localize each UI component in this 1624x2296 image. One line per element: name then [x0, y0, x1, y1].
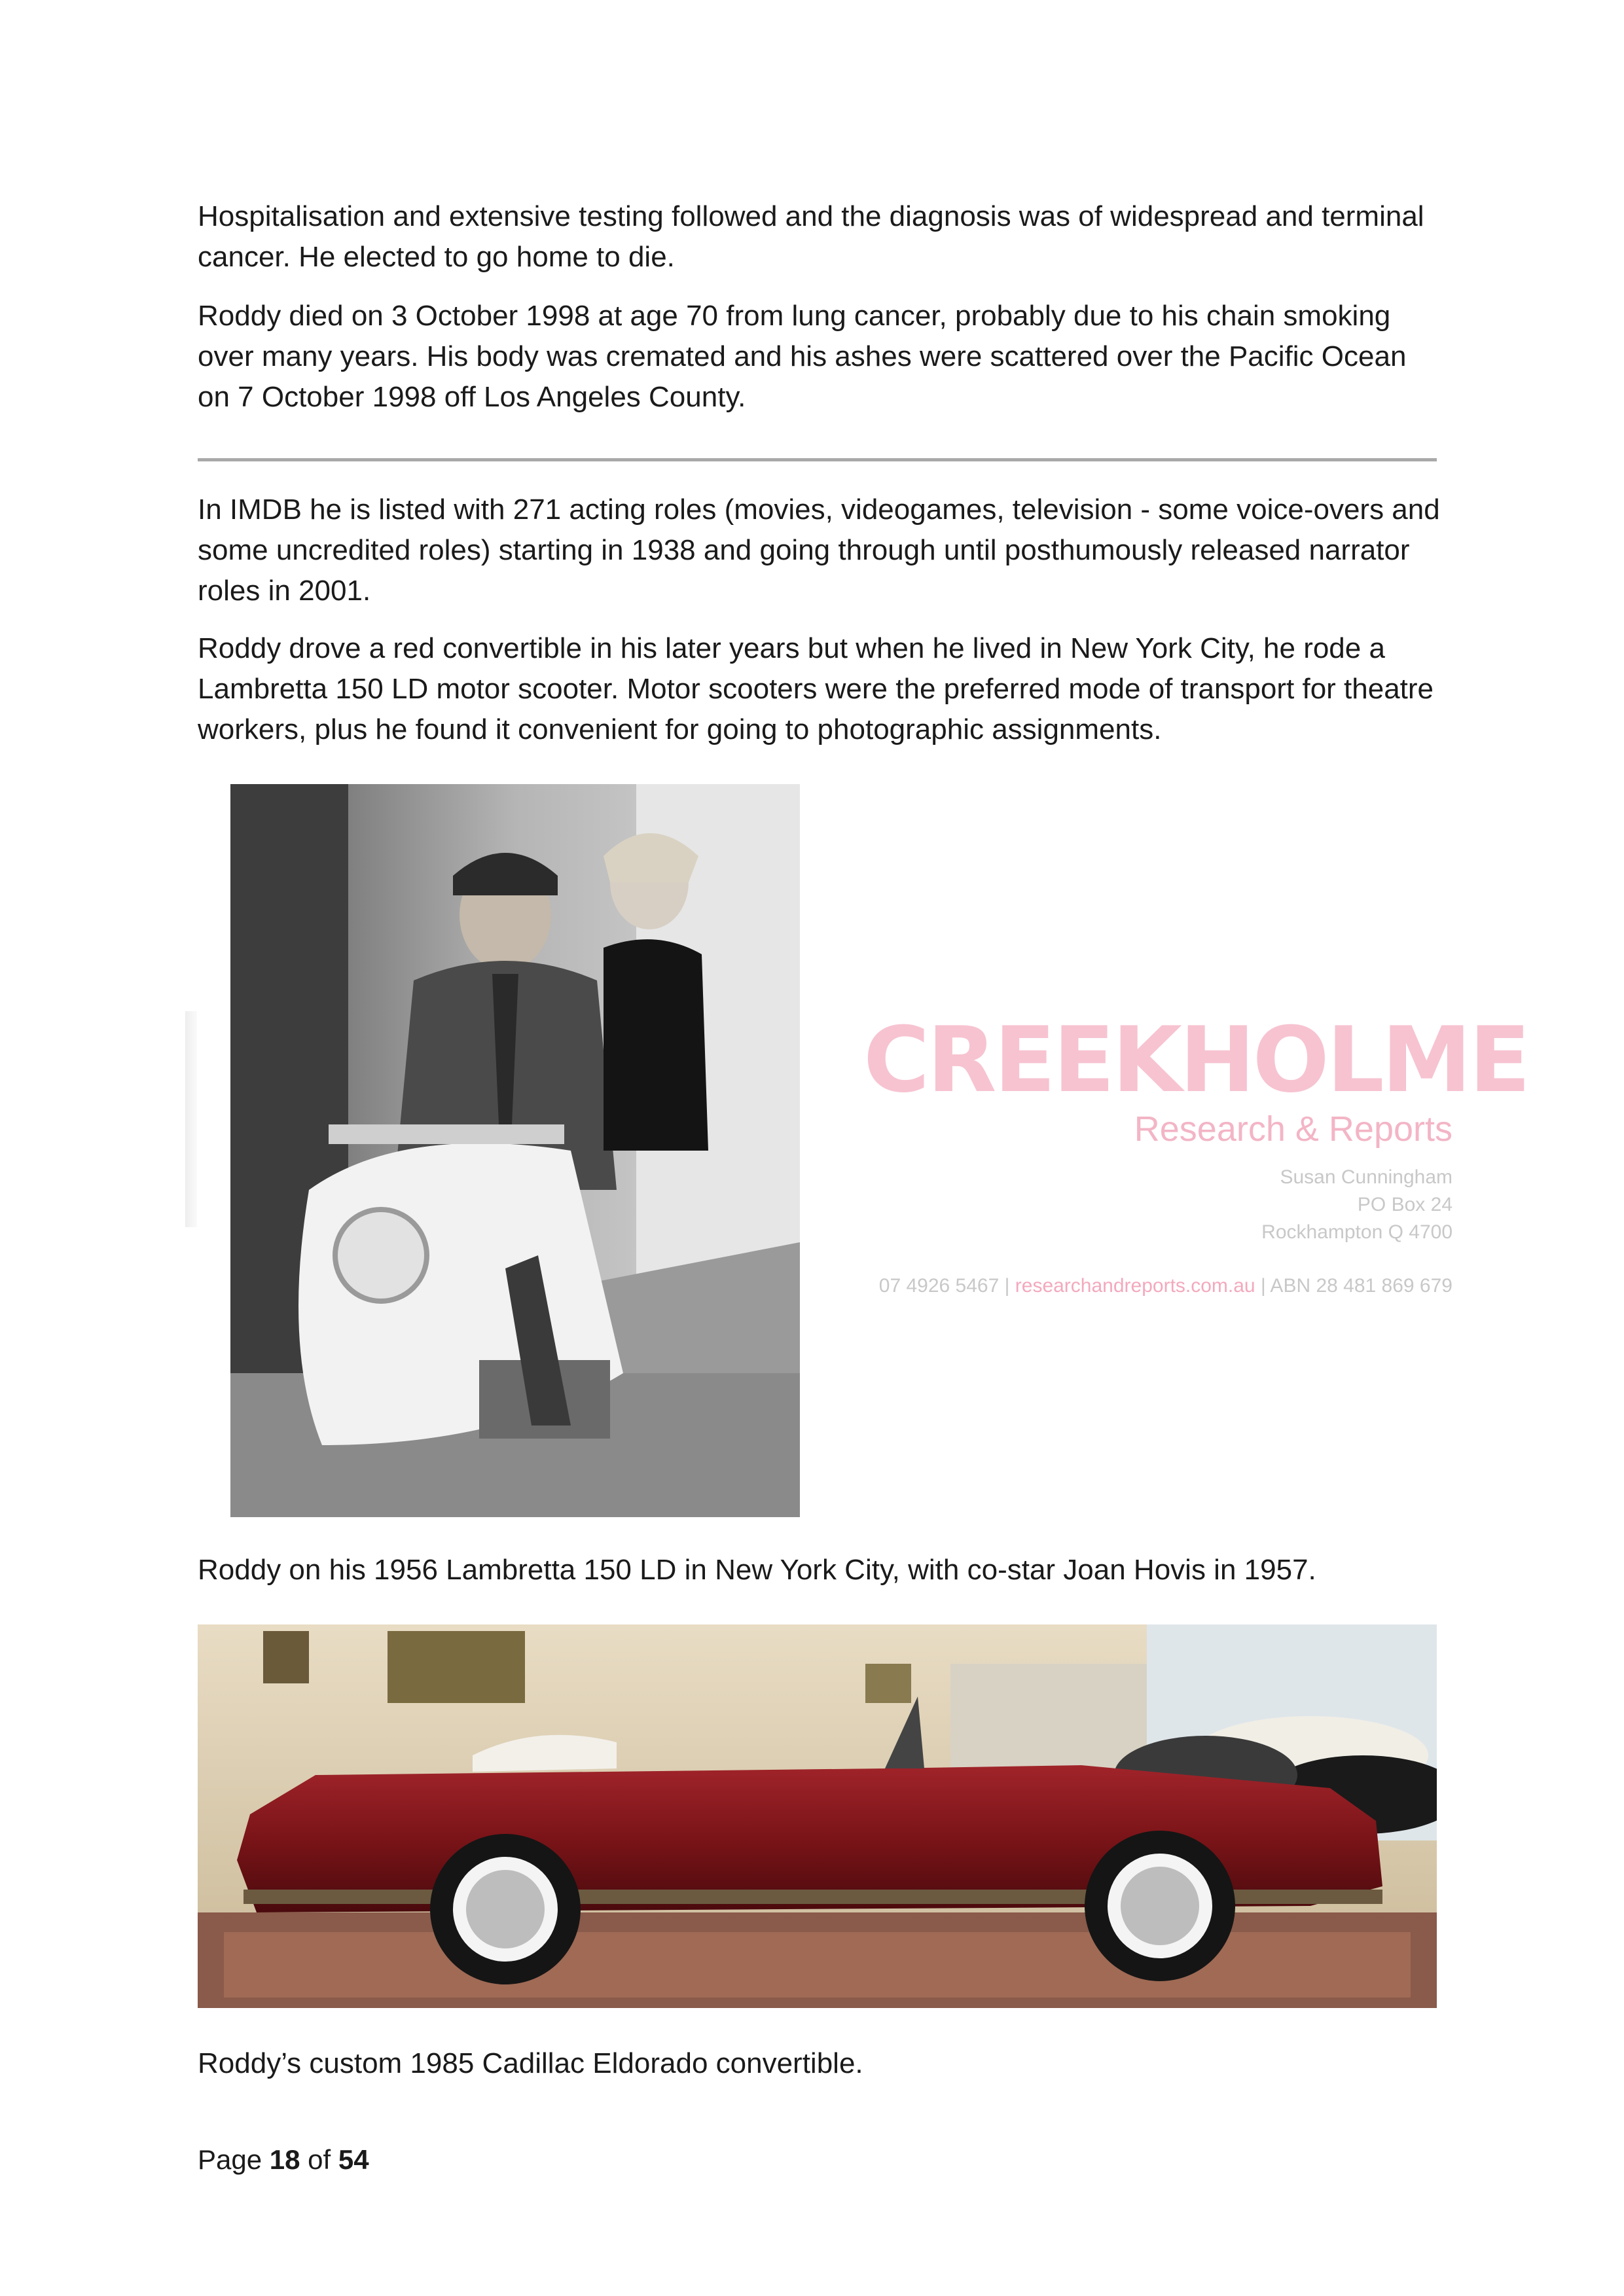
- watermark-brand: CREEKHOLME: [863, 1007, 1528, 1113]
- paragraph-death: Roddy died on 3 October 1998 at age 70 from lung cancer, probably due to his chain smoking over many years. His body was cremated and his ashes were scattered over the Pacific Ocean on 7 October 1998 off Los Angeles County.: [198, 300, 1407, 413]
- watermark: [863, 1007, 1528, 1302]
- horizontal-rule: [198, 458, 1437, 461]
- paragraph-diagnosis: Hospitalisation and extensive testing followed and the diagnosis was of widespread and terminal cancer. He elected to go home to die.: [198, 200, 1424, 273]
- watermark-pobox: PO Box 24: [1357, 1194, 1453, 1215]
- scooter-photo: [230, 784, 800, 1517]
- caption-scooter: Roddy on his 1956 Lambretta 150 LD in New York City, with co-star Joan Hovis in 1957.: [198, 1554, 1316, 1586]
- watermark-name: Susan Cunningham: [1280, 1166, 1453, 1188]
- page-number: [198, 2140, 369, 2179]
- cadillac-photo: [198, 1624, 1437, 2008]
- watermark-edge: [185, 1011, 197, 1227]
- paragraph-vehicles: Roddy drove a red convertible in his later years but when he lived in New York City, he rode a Lambretta 150 LD motor scooter. Motor scooters were the preferred mode of transport for theatre workers, plus he found it convenient for going to photographic assignments.: [198, 632, 1434, 745]
- paragraph-imdb: In IMDB he is listed with 271 acting roles (movies, videogames, television - some voice-overs and some uncredited roles) starting in 1938 and going through until posthumously released narrator roles in 2001.: [198, 493, 1440, 607]
- watermark-separator: |: [999, 1275, 1015, 1297]
- watermark-town: Rockhampton Q 4700: [1261, 1221, 1453, 1243]
- watermark-abn: | ABN 28 481 869 679: [1255, 1275, 1453, 1297]
- caption-cadillac: Roddy’s custom 1985 Cadillac Eldorado convertible.: [198, 2047, 863, 2079]
- watermark-subtitle: Research & Reports: [1134, 1109, 1453, 1149]
- page-prefix: Page: [198, 2144, 270, 2175]
- watermark-phone: 07 4926 5467: [878, 1275, 1000, 1297]
- page-total: 54: [338, 2144, 369, 2175]
- watermark-website: researchandreports.com.au: [1015, 1275, 1255, 1297]
- page-of: of: [300, 2144, 338, 2175]
- page-current: 18: [269, 2144, 300, 2175]
